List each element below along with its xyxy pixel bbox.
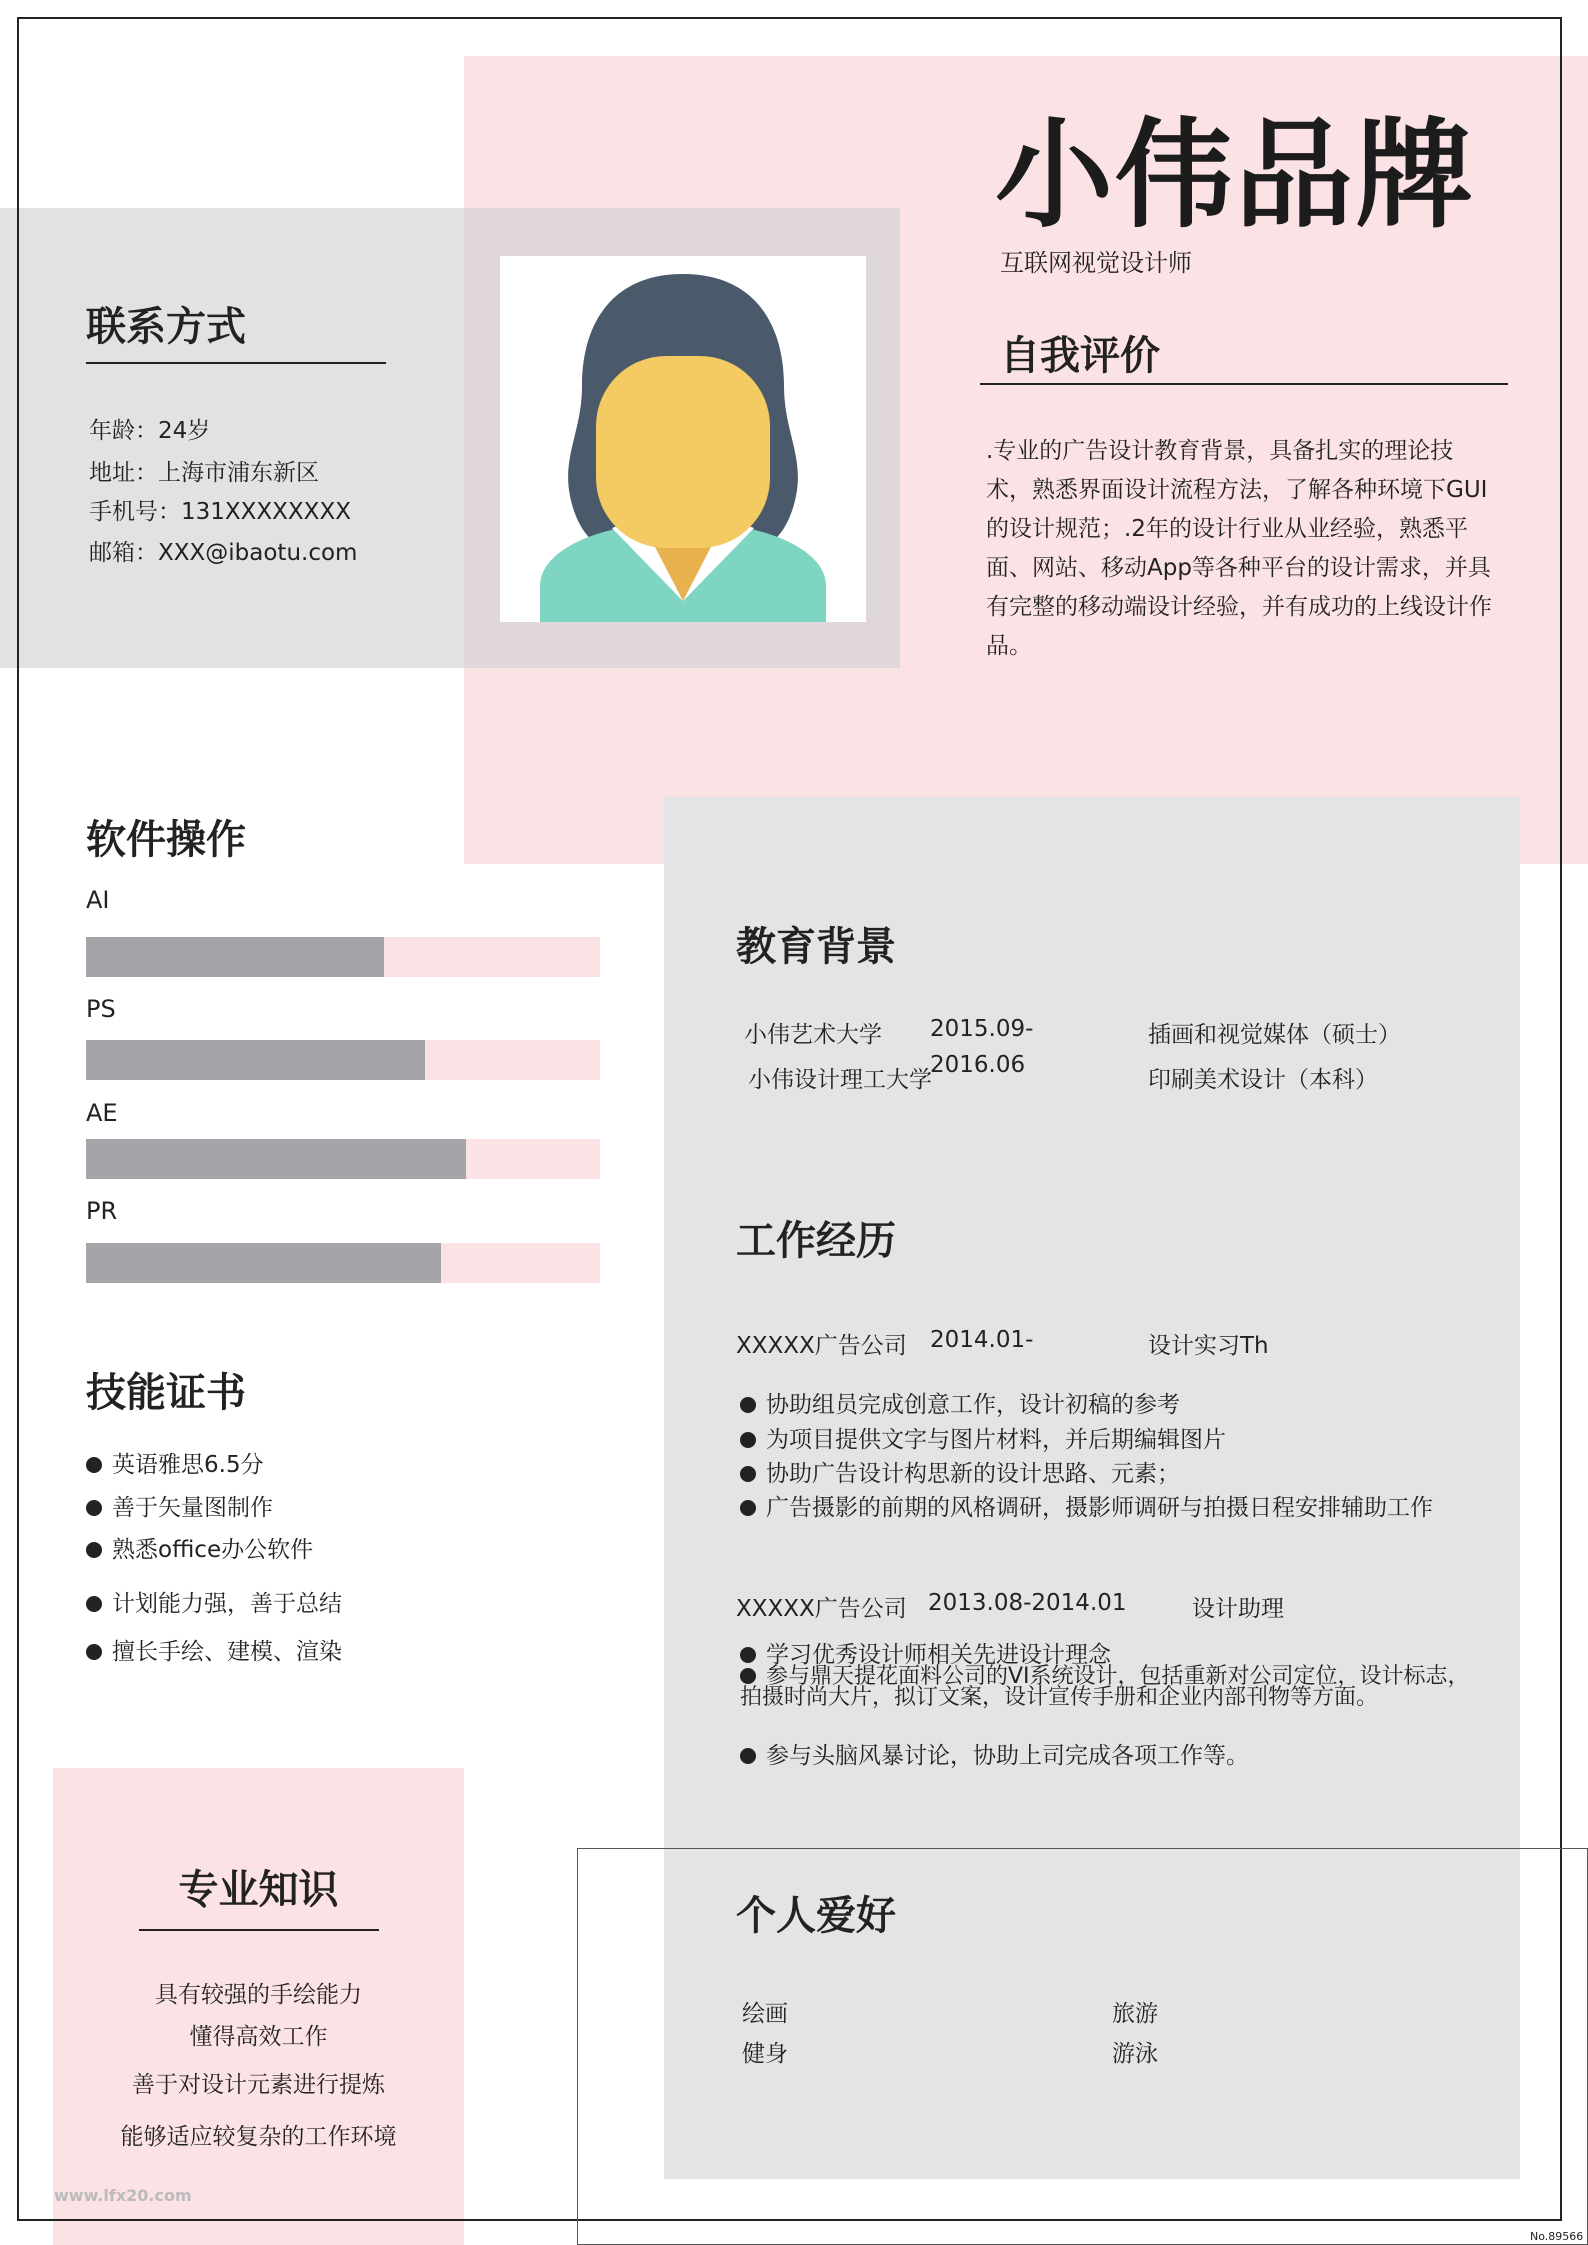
list-item: 计划能力强，善于总结: [86, 1585, 342, 1618]
hobby-item: 游泳: [1112, 2041, 1158, 2067]
edu-major-1: 插画和视觉媒体（硕士）: [1148, 1022, 1401, 1048]
list-item: 懂得高效工作: [189, 2024, 328, 2050]
software-heading: 软件操作: [86, 817, 246, 863]
job-1-role: 设计实习Th: [1148, 1333, 1269, 1359]
skill-label-pr: PR: [86, 1197, 118, 1225]
list-item: 能够适应较复杂的工作环境: [120, 2124, 397, 2150]
self-eval-heading: 自我评价: [1000, 333, 1160, 379]
skill-label-ae: AE: [86, 1099, 118, 1127]
job-1-company: XXXXX广告公司: [736, 1333, 907, 1359]
list-item: 学习优秀设计师相关先进设计理念: [740, 1636, 1111, 1669]
contact-heading: 联系方式: [86, 304, 246, 350]
hobby-item: 绘画: [742, 2001, 788, 2027]
list-item: 擅长手绘、建模、渲染: [86, 1633, 342, 1666]
contact-age: 年龄：24岁: [89, 418, 211, 444]
list-item: 善于对设计元素进行提炼: [132, 2072, 385, 2098]
hobby-item: 健身: [742, 2041, 788, 2067]
work-heading: 工作经历: [736, 1218, 896, 1264]
contact-email: 邮箱：XXX@ibaotu.com: [89, 540, 358, 566]
contact-address: 地址：上海市浦东新区: [89, 460, 319, 486]
skill-label-ps: PS: [86, 995, 116, 1023]
job-2-role: 设计助理: [1192, 1596, 1284, 1622]
list-item: 善于矢量图制作: [86, 1489, 273, 1522]
skill-label-ai: AI: [86, 886, 110, 914]
job-2-company: XXXXX广告公司: [736, 1596, 907, 1622]
hobby-item: 旅游: [1112, 2001, 1158, 2027]
list-item: 具有较强的手绘能力: [155, 1982, 362, 2008]
list-item: 熟悉office办公软件: [86, 1531, 313, 1564]
list-item: 协助广告设计构思新的设计思路、元素；: [740, 1455, 1180, 1488]
job-2-date: 2013.08-2014.01: [928, 1590, 1127, 1616]
overlay-border: [577, 1848, 1588, 2245]
brand-name: 小伟品牌: [995, 106, 1476, 244]
contact-phone: 手机号：131XXXXXXXX: [89, 499, 351, 525]
edu-major-2: 印刷美术设计（本科）: [1148, 1067, 1378, 1093]
edu-date-2: 2016.06: [930, 1052, 1026, 1078]
hobbies-heading: 个人爱好: [736, 1893, 896, 1939]
list-item: 为项目提供文字与图片材料，并后期编辑图片: [740, 1421, 1226, 1454]
list-item: 协助组员完成创意工作，设计初稿的参考: [740, 1386, 1180, 1419]
job-1-date: 2014.01-: [930, 1327, 1034, 1353]
certificates-heading: 技能证书: [86, 1370, 246, 1416]
list-item: 参与头脑风暴讨论，协助上司完成各项工作等。: [740, 1737, 1249, 1770]
edu-school-1: 小伟艺术大学: [744, 1022, 882, 1048]
education-heading: 教育背景: [736, 924, 896, 970]
knowledge-heading: 专业知识: [178, 1867, 339, 1913]
list-item: 广告摄影的前期的风格调研，摄影师调研与拍摄日程安排辅助工作: [740, 1489, 1433, 1522]
edu-school-2: 小伟设计理工大学: [748, 1067, 932, 1093]
watermark: www.lfx20.com: [54, 2186, 192, 2205]
document-number: No.89566: [1530, 2230, 1584, 2243]
list-item: 参与鼎天提花面料公司的VI系统设计，包括重新对公司定位，设计标志，拍摄时尚大片，拟订文案，设计宣传手册和企业内部刊物等方面。: [740, 1664, 1470, 1710]
edu-date-1: 2015.09-: [930, 1016, 1034, 1042]
list-item: 英语雅思6.5分: [86, 1446, 264, 1479]
self-eval-paragraph: .专业的广告设计教育背景，具备扎实的理论技术，熟悉界面设计流程方法，了解各种环境下GUI的设计规范；.2年的设计行业从业经验，熟悉平面、网站、移动App等各种平台的设计需求，并具有完整的移动端设计经验，并有成功的上线设计作品。: [986, 438, 1492, 659]
job-title: 互联网视觉设计师: [1000, 249, 1192, 277]
